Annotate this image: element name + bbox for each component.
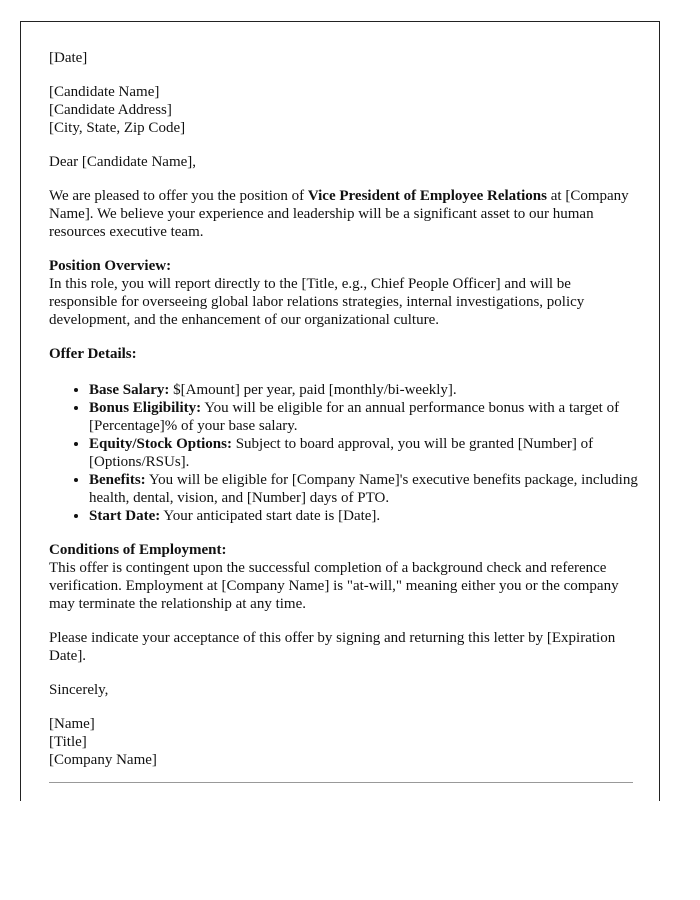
offer-details-heading: Offer Details: xyxy=(49,346,137,362)
offer-item-label: Start Date: xyxy=(89,508,161,524)
salutation: Dear [Candidate Name], xyxy=(49,154,197,170)
offer-item-text: You will be eligible for [Company Name]'s executive benefits package, including health, dental, vision, and [Number] days of PTO. xyxy=(89,472,638,506)
conditions-section xyxy=(49,541,639,613)
intro-paragraph xyxy=(49,187,639,241)
letter-page xyxy=(20,21,660,801)
position-overview-text: In this role, you will report directly to the [Title, e.g., Chief People Officer] and will be responsible for overseeing global labor relations strategies, internal investigations, policy development, and the enhancement of our organizational culture. xyxy=(49,276,585,328)
recipient-address xyxy=(49,83,639,137)
letter-content xyxy=(49,49,639,785)
offer-item-start-date xyxy=(89,507,639,525)
signature-block xyxy=(49,715,639,769)
offer-item-label: Equity/Stock Options: xyxy=(89,436,232,452)
acceptance-paragraph: Please indicate your acceptance of this offer by signing and returning this letter by [Expiration Date]. xyxy=(49,630,616,664)
recipient-street-address: [Candidate Address] xyxy=(49,102,172,118)
intro-text-before: We are pleased to offer you the position of xyxy=(49,188,308,204)
intro-text-after: at [Company Name]. We believe your experience and leadership will be a significant asset to our human resources executive team. xyxy=(49,188,629,240)
offer-item-text: You will be eligible for an annual performance bonus with a target of [Percentage]% of your base salary. xyxy=(89,400,620,434)
recipient-city-state-zip: [City, State, Zip Code] xyxy=(49,120,186,136)
offer-item-label: Bonus Eligibility: xyxy=(89,400,202,416)
offer-item-equity xyxy=(89,435,639,471)
footer-divider xyxy=(49,782,633,783)
offer-item-label: Base Salary: xyxy=(89,382,170,398)
offer-item-text: Your anticipated start date is [Date]. xyxy=(160,508,381,524)
offer-item-text: $[Amount] per year, paid [monthly/bi-weekly]. xyxy=(169,382,457,398)
position-overview-heading: Position Overview: xyxy=(49,258,172,274)
conditions-text: This offer is contingent upon the successful completion of a background check and reference verification. Employment at [Company Name] is "at-will," meaning either you or the company may terminate the relationship at any time. xyxy=(49,560,619,612)
offer-details-list xyxy=(49,381,639,525)
offer-item-text: Subject to board approval, you will be granted [Number] of [Options/RSUs]. xyxy=(89,436,594,470)
position-title: Vice President of Employee Relations xyxy=(307,188,547,204)
closing: Sincerely, xyxy=(49,682,109,698)
offer-item-benefits xyxy=(89,471,639,507)
offer-details-section xyxy=(49,345,639,525)
signature-name: [Name] xyxy=(49,716,95,732)
signature-company: [Company Name] xyxy=(49,752,157,768)
offer-item-label: Benefits: xyxy=(89,472,146,488)
signature-title: [Title] xyxy=(49,734,87,750)
letter-date: [Date] xyxy=(49,50,88,66)
offer-item-base-salary xyxy=(89,381,639,399)
conditions-heading: Conditions of Employment: xyxy=(49,542,227,558)
offer-item-bonus-eligibility xyxy=(89,399,639,435)
position-overview-section xyxy=(49,257,639,329)
recipient-name: [Candidate Name] xyxy=(49,84,160,100)
